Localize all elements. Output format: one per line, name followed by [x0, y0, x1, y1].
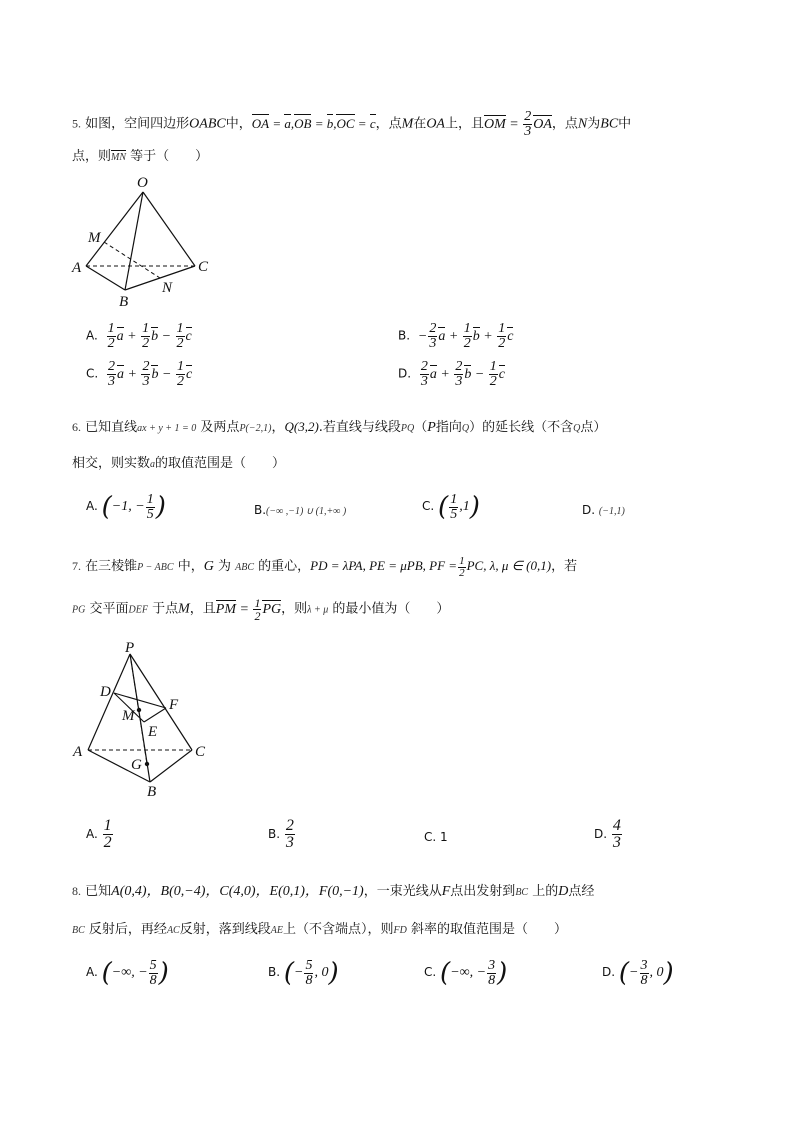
q8-option-c[interactable]: C. (−∞, − $\frac{3}{8}$ ) — [424, 957, 508, 988]
q5-text: 点，则 — [72, 149, 112, 164]
q7-text: 为 — [217, 559, 231, 574]
q7-text: 中， — [177, 559, 204, 574]
q6-PQ: PQ — [400, 423, 415, 434]
label-B: B — [147, 784, 157, 800]
q8-D: D — [558, 884, 569, 899]
q6-line2 — [72, 452, 285, 471]
q5-option-a[interactable]: A. $\frac{1}{2}$ a + $\frac{1}{2}$ b − $\frac{1}{2}$ c — [86, 321, 192, 351]
label-C: C — [195, 744, 206, 760]
label-M: M — [88, 230, 101, 246]
q7-text: 的最小值为（ ） — [332, 601, 450, 617]
q6-Q: Q — [461, 423, 470, 434]
q7-PG: PG — [72, 604, 86, 616]
q7-line1 — [72, 555, 577, 579]
q6-text: 的取值范围是（ ） — [155, 456, 286, 471]
q6-line-eq: ax + y + 1 = 0 — [137, 423, 197, 434]
label-N: N — [162, 280, 173, 296]
q6-option-a[interactable]: A. (−1, − $\frac{1}{5}$ ) — [86, 491, 166, 522]
q7-line2 — [72, 597, 449, 622]
q5-vector-def: OA = a,OB = b,OC = c — [251, 115, 376, 131]
q6-line1 — [72, 416, 606, 436]
q8-text: 已知 — [85, 884, 112, 899]
q7-PM-eq: PM = $\frac{1}{2}$ PG — [215, 596, 282, 623]
q8-text: 点经 — [568, 884, 595, 899]
label-A: A — [73, 744, 83, 760]
q7-text: 交平面 — [89, 601, 129, 617]
q8-text: 上（不含端点），则 — [282, 922, 394, 937]
q7-DEF: DEF — [128, 604, 148, 616]
q7-option-d[interactable]: D. $\frac{4}{3}$ — [594, 817, 621, 851]
q5-option-b[interactable]: B. − $\frac{2}{3}$ a + $\frac{1}{2}$ b + $\frac{1}{2}$ c — [398, 321, 514, 351]
q8-line1 — [72, 880, 594, 900]
q8-option-b[interactable]: B. (− $\frac{5}{8}$ , 0) — [268, 957, 339, 988]
q8-text: ，一束光线从 — [363, 884, 442, 899]
q8-text: 斜率的取值范围是（ ） — [410, 922, 567, 937]
q6-text: （ — [414, 420, 428, 435]
q6-option-d[interactable]: D. (−1,1) — [582, 503, 625, 517]
q8-BC: BC — [72, 925, 85, 936]
q8-points: A(0,4)，B(0,−4)，C(4,0)，E(0,1)，F(0,−1) — [111, 884, 364, 899]
q6-text: 点） — [580, 420, 607, 435]
q6-option-b[interactable]: B.(−∞ ,−1) ∪ (1,+∞ ) — [254, 503, 347, 517]
q5-text: 等于（ ） — [130, 149, 209, 164]
q7-option-a[interactable]: A. $\frac{1}{2}$ — [86, 817, 112, 851]
q6-text: .若直线与线段 — [318, 420, 401, 435]
label-G: G — [131, 757, 142, 773]
q8-F: F — [441, 884, 451, 899]
q7-pyramid-figure — [68, 636, 218, 802]
q6-text: 已知直线 — [85, 420, 138, 435]
label-D: D — [100, 684, 111, 700]
q5-text: ，点 — [375, 116, 402, 132]
q8-BC: BC — [515, 887, 529, 898]
q6-text: 及两点 — [200, 420, 240, 435]
label-E: E — [148, 724, 158, 740]
q8-text: 点出发射到 — [450, 884, 516, 899]
q5-line1 — [72, 110, 631, 139]
q6-Q: Q — [573, 423, 581, 434]
q5-option-d[interactable]: D. $\frac{2}{3}$ a + $\frac{2}{3}$ b − $\frac{1}{2}$ c — [398, 359, 506, 389]
q6-text: ）的延长线（不含 — [469, 420, 574, 435]
q8-option-a[interactable]: A. (−∞, − $\frac{5}{8}$ ) — [86, 957, 169, 988]
q7-pyramid: P − ABC — [137, 562, 174, 573]
q7-option-b[interactable]: B. $\frac{2}{3}$ — [268, 817, 294, 851]
q6-text: 相交，则实数 — [72, 456, 151, 471]
q5-text: 上，且 — [444, 116, 484, 132]
q5-text: 如图，空间四边形 — [85, 116, 190, 132]
q8-text: 反射，落到线段 — [179, 922, 271, 937]
question-number: 6. — [72, 420, 81, 434]
q7-M: M — [178, 601, 190, 617]
q5-N: N — [577, 116, 588, 132]
q8-text: 上的 — [532, 884, 559, 899]
q8-FD: FD — [393, 925, 407, 936]
q6-text: 指向 — [435, 420, 462, 435]
q6-a: a — [150, 459, 156, 470]
q7-lambda-mu: λ + μ — [307, 604, 329, 616]
q8-AE: AE — [270, 925, 283, 936]
q5-line2 — [72, 145, 208, 164]
q7-text: ，且 — [189, 601, 216, 617]
q7-text: 在三棱锥 — [85, 559, 138, 574]
q5-BC: BC — [600, 116, 619, 132]
q5-text: 为 — [587, 116, 601, 132]
q7-G: G — [203, 559, 214, 574]
label-O: O — [137, 175, 148, 191]
label-A: A — [72, 260, 82, 276]
label-B: B — [119, 294, 129, 310]
q8-line2 — [72, 918, 567, 937]
q6-P: P — [427, 420, 436, 435]
q5-option-c[interactable]: C. $\frac{2}{3}$ a + $\frac{2}{3}$ b − $\frac{1}{2}$ c — [86, 359, 193, 389]
q5-MN: MN — [111, 152, 127, 163]
q5-OM-eq: OM = $\frac{2}{3}$ OA — [484, 109, 552, 139]
q5-text: 中 — [618, 116, 632, 132]
question-number: 8. — [72, 884, 81, 898]
q7-text: ，若 — [551, 559, 578, 574]
q5-OA: OA — [426, 116, 445, 132]
q7-option-c[interactable]: C. 1 — [424, 830, 448, 844]
q6-text: ， — [271, 420, 285, 435]
label-C: C — [198, 259, 209, 275]
q8-option-d[interactable]: D. (− $\frac{3}{8}$ , 0) — [602, 957, 674, 988]
q5-tetrahedron-figure — [70, 170, 230, 310]
q8-text: 反射后，再经 — [88, 922, 167, 937]
q7-text: 于点 — [152, 601, 179, 617]
q6-option-c[interactable]: C. ( $\frac{1}{5}$ ,1) — [422, 491, 480, 522]
q5-text: ，点 — [551, 116, 578, 132]
q8-AC: AC — [166, 925, 180, 936]
label-M: M — [122, 708, 135, 724]
q5-M: M — [401, 116, 414, 132]
q7-ABC: ABC — [235, 562, 255, 573]
q5-quad: OABC — [189, 116, 226, 132]
question-number: 7. — [72, 559, 81, 573]
label-P: P — [125, 640, 135, 656]
q5-text: 在 — [413, 116, 427, 132]
q6-point-Q: Q(3,2) — [284, 419, 319, 434]
q7-condition: PD = λPA, PE = μPB, PF = $\frac{1}{2}$ PC, λ, μ ∈ (0,1) — [310, 554, 552, 579]
q6-point-P: P(−2,1) — [239, 423, 272, 434]
q5-text: 中， — [225, 116, 252, 132]
label-F: F — [169, 697, 179, 713]
q7-text: ，则 — [281, 601, 308, 617]
q7-text: 的重心， — [258, 559, 311, 574]
question-number: 5. — [72, 116, 81, 131]
